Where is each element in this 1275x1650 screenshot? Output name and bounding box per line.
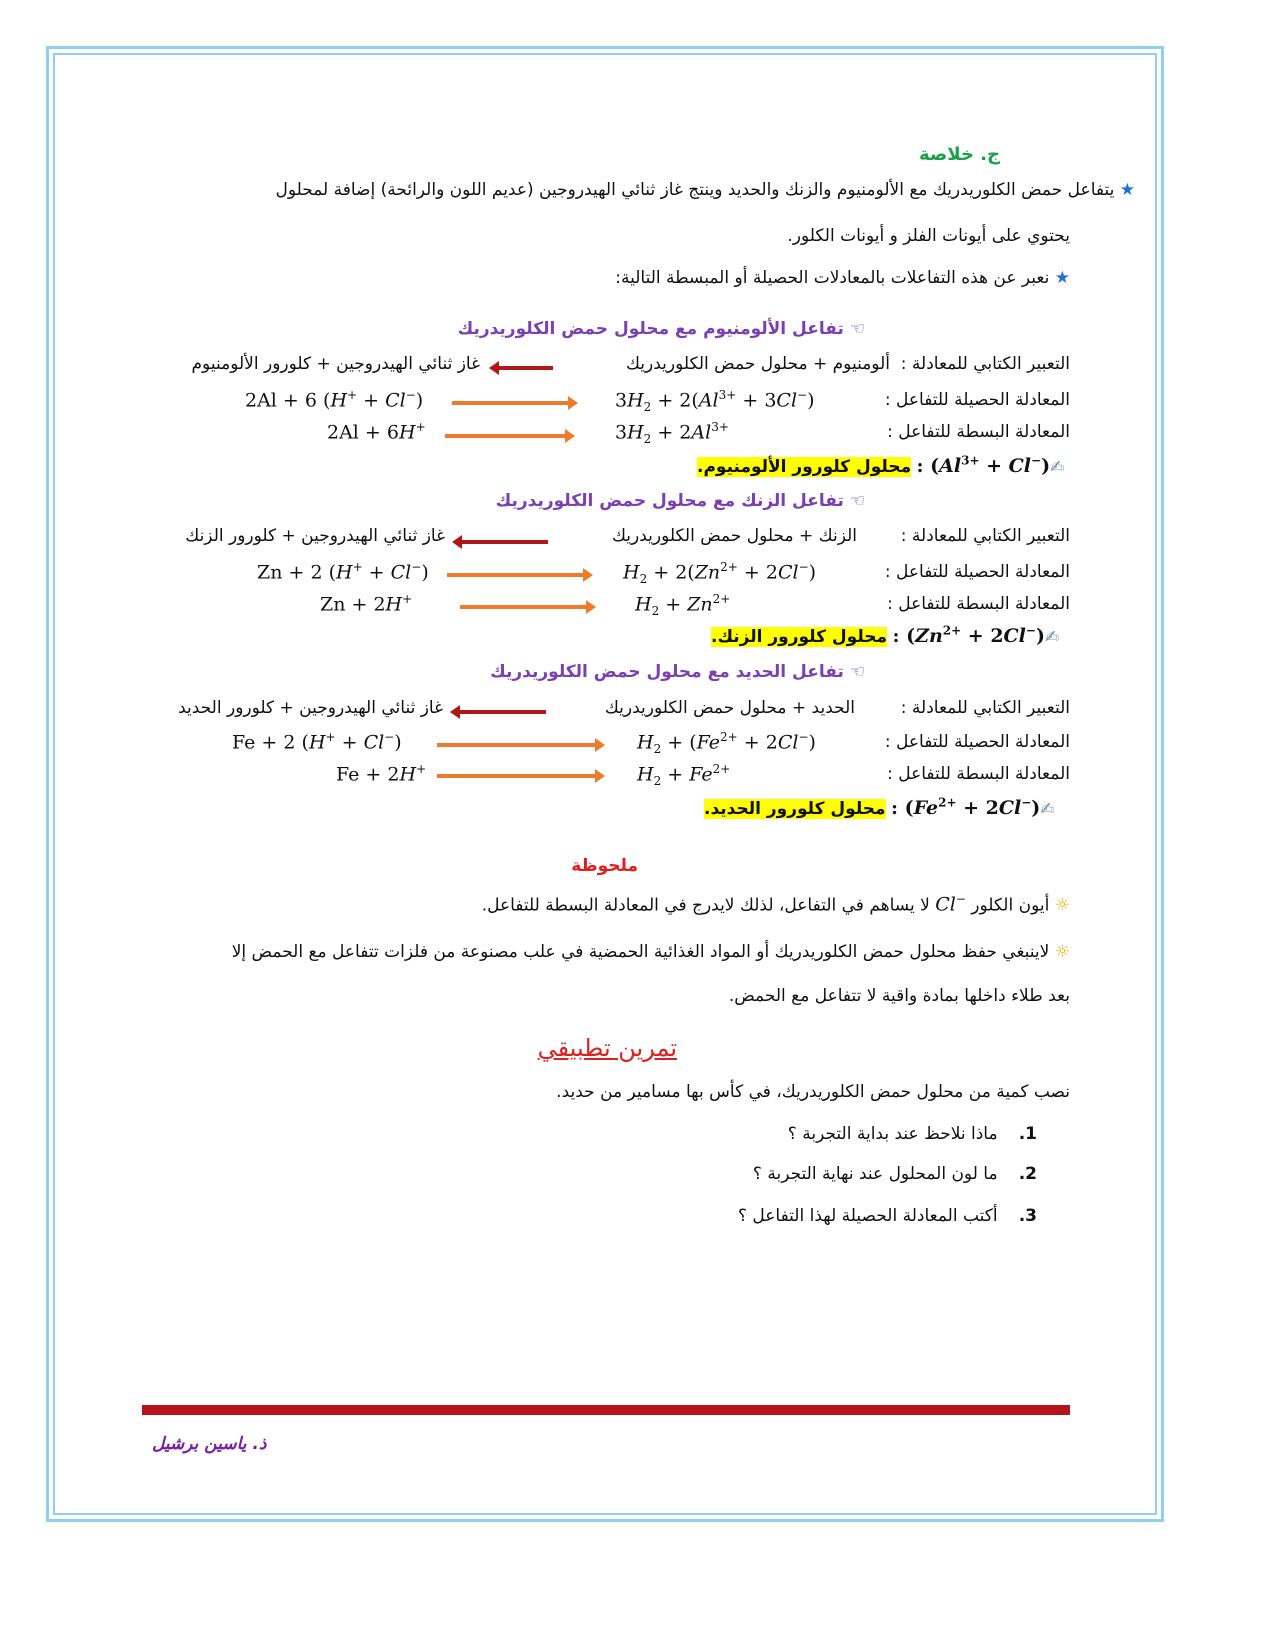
note-line3: بعد طلاء داخلها بمادة واقية لا تتفاعل مع الحمض. xyxy=(728,986,1070,1006)
al-global-arrow xyxy=(452,401,570,405)
zn-title: ☜ تفاعل الزنك مع محلول حمض الكلوريدريك xyxy=(495,491,865,511)
label-simplified-fe: المعادلة البسطة للتفاعل : xyxy=(887,764,1070,784)
zn-solution-label: محلول كلورور الزنك. xyxy=(711,627,888,648)
pointing-hand-icon: ☜ xyxy=(849,491,865,511)
al-solution-label: محلول كلورور الألومنيوم. xyxy=(697,457,912,478)
zn-simple-arrow xyxy=(460,605,588,609)
note-line2: ☼ لاينبغي حفظ محلول حمض الكلوريدريك أو المواد الغذائية الحمضية في علب مصنوعة من فلزات تتفاعل مع الحمض إلا xyxy=(231,942,1070,962)
note-line1: ☼ أيون الكلور Cl− لا يساهم في التفاعل، لذلك لايدرج في المعادلة البسطة للتفاعل. xyxy=(481,892,1070,916)
fe-solution-label: محلول كلورور الحديد. xyxy=(704,799,886,820)
summary-para1-line2: يحتوي على أيونات الفلز و أيونات الكلور. xyxy=(787,226,1070,246)
summary-para2: ★ نعبر عن هذه التفاعلات بالمعادلات الحصيلة أو المبسطة التالية: xyxy=(615,268,1070,288)
zn-reactants: الزنك + محلول حمض الكلوريدريك xyxy=(611,526,857,546)
sun-icon: ☼ xyxy=(1054,895,1070,916)
author-signature: ذ. ياسين برشيل xyxy=(152,1434,267,1454)
exercise-title: تمرين تطبيقي xyxy=(537,1034,677,1062)
al-simple-products: $3H_2 + 2Al^{3+}$ xyxy=(615,420,729,447)
label-global-zn: المعادلة الحصيلة للتفاعل : xyxy=(884,562,1070,582)
label-written-zn: التعبير الكتابي للمعادلة : xyxy=(900,526,1070,546)
zn-global-arrow xyxy=(447,573,585,577)
fe-written-arrow xyxy=(458,710,546,714)
al-global-products: $3H_2 + 2(Al^{3+} + 3Cl^-)$ xyxy=(615,388,815,415)
sun-icon: ☼ xyxy=(1054,942,1070,962)
summary-heading: ج. خلاصة xyxy=(918,144,1000,165)
fe-global-products: $H_2 + (Fe^{2+} + 2Cl^-)$ xyxy=(637,730,816,757)
zn-solution-line: محلول كلورور الزنك. : ($Zn^{2+}$ + 2Cl−)✍ xyxy=(711,624,1060,648)
fe-global-arrow xyxy=(437,743,597,747)
fe-simple-reactants: Fe + 2H+ xyxy=(336,762,427,786)
exercise-question-3: 3. أكتب المعادلة الحصيلة لهذا التفاعل ؟ xyxy=(737,1206,1037,1226)
label-simplified-al: المعادلة البسطة للتفاعل : xyxy=(887,422,1070,442)
label-written-al: التعبير الكتابي للمعادلة : xyxy=(900,354,1070,374)
zn-written-arrow xyxy=(460,540,548,544)
fe-products: غاز ثنائي الهيدروجين + كلورور الحديد xyxy=(178,698,443,718)
star-icon: ★ xyxy=(1054,268,1070,288)
label-simplified-zn: المعادلة البسطة للتفاعل : xyxy=(887,594,1070,614)
pointing-hand-icon: ☜ xyxy=(849,319,865,339)
label-written-fe: التعبير الكتابي للمعادلة : xyxy=(900,698,1070,718)
pointing-hand-icon: ☜ xyxy=(849,662,865,682)
al-global-reactants: 2Al + 6 (H+ + Cl−) xyxy=(245,388,424,412)
footer-bar xyxy=(142,1405,1070,1415)
fe-global-reactants: Fe + 2 (H+ + Cl−) xyxy=(232,730,402,754)
al-simple-reactants: 2Al + 6H+ xyxy=(327,420,426,444)
al-reactants: ألومنيوم + محلول حمض الكلوريدريك xyxy=(625,354,890,374)
fe-reactants: الحديد + محلول حمض الكلوريدريك xyxy=(604,698,855,718)
exercise-intro: نصب كمية من محلول حمض الكلوريدريك، في كأس بها مسامير من حديد. xyxy=(556,1082,1070,1102)
fe-title: ☜ تفاعل الحديد مع محلول حمض الكلوريدريك xyxy=(490,662,865,682)
al-products: غاز ثنائي الهيدروجين + كلورور الألومنيوم xyxy=(191,354,480,374)
fe-simple-arrow xyxy=(437,774,597,778)
zn-simple-products: $H_2 + Zn^{2+}$ xyxy=(635,592,731,619)
exercise-question-1: 1. ماذا نلاحظ عند بداية التجربة ؟ xyxy=(787,1124,1037,1144)
label-global-fe: المعادلة الحصيلة للتفاعل : xyxy=(884,732,1070,752)
zn-products: غاز ثنائي الهيدروجين + كلورور الزنك xyxy=(185,526,445,546)
exercise-question-2: 2. ما لون المحلول عند نهاية التجربة ؟ xyxy=(752,1164,1037,1184)
pencil-icon: ✍ xyxy=(1040,799,1055,820)
fe-simple-products: $H_2 + Fe^{2+}$ xyxy=(637,762,731,789)
fe-solution-line: محلول كلورور الحديد. : ($Fe^{2+}$ + 2Cl−)✍ xyxy=(704,796,1055,820)
pencil-icon: ✍ xyxy=(1050,457,1065,478)
star-icon: ★ xyxy=(1119,180,1135,200)
summary-para1-line1: ★ يتفاعل حمض الكلوريدريك مع الألومنيوم والزنك والحديد وينتج غاز ثنائي الهيدروجين (عديم اللون والرائحة) إضافة لمحلول xyxy=(275,180,1135,200)
al-simple-arrow xyxy=(445,434,567,438)
al-written-arrow xyxy=(497,366,553,370)
zn-simple-reactants: Zn + 2H+ xyxy=(320,592,413,616)
al-solution-line: محلول كلورور الألومنيوم. : ($Al^{3+}$ + Cl−)✍ xyxy=(697,454,1065,478)
al-title: ☜ تفاعل الألومنيوم مع محلول حمض الكلوريدريك xyxy=(457,319,865,339)
label-global-al: المعادلة الحصيلة للتفاعل : xyxy=(884,390,1070,410)
zn-global-products: $H_2 + 2(Zn^{2+} + 2Cl^-)$ xyxy=(623,560,817,587)
zn-global-reactants: Zn + 2 (H+ + Cl−) xyxy=(257,560,429,584)
note-title: ملحوظة xyxy=(571,856,638,876)
pencil-icon: ✍ xyxy=(1044,627,1060,648)
